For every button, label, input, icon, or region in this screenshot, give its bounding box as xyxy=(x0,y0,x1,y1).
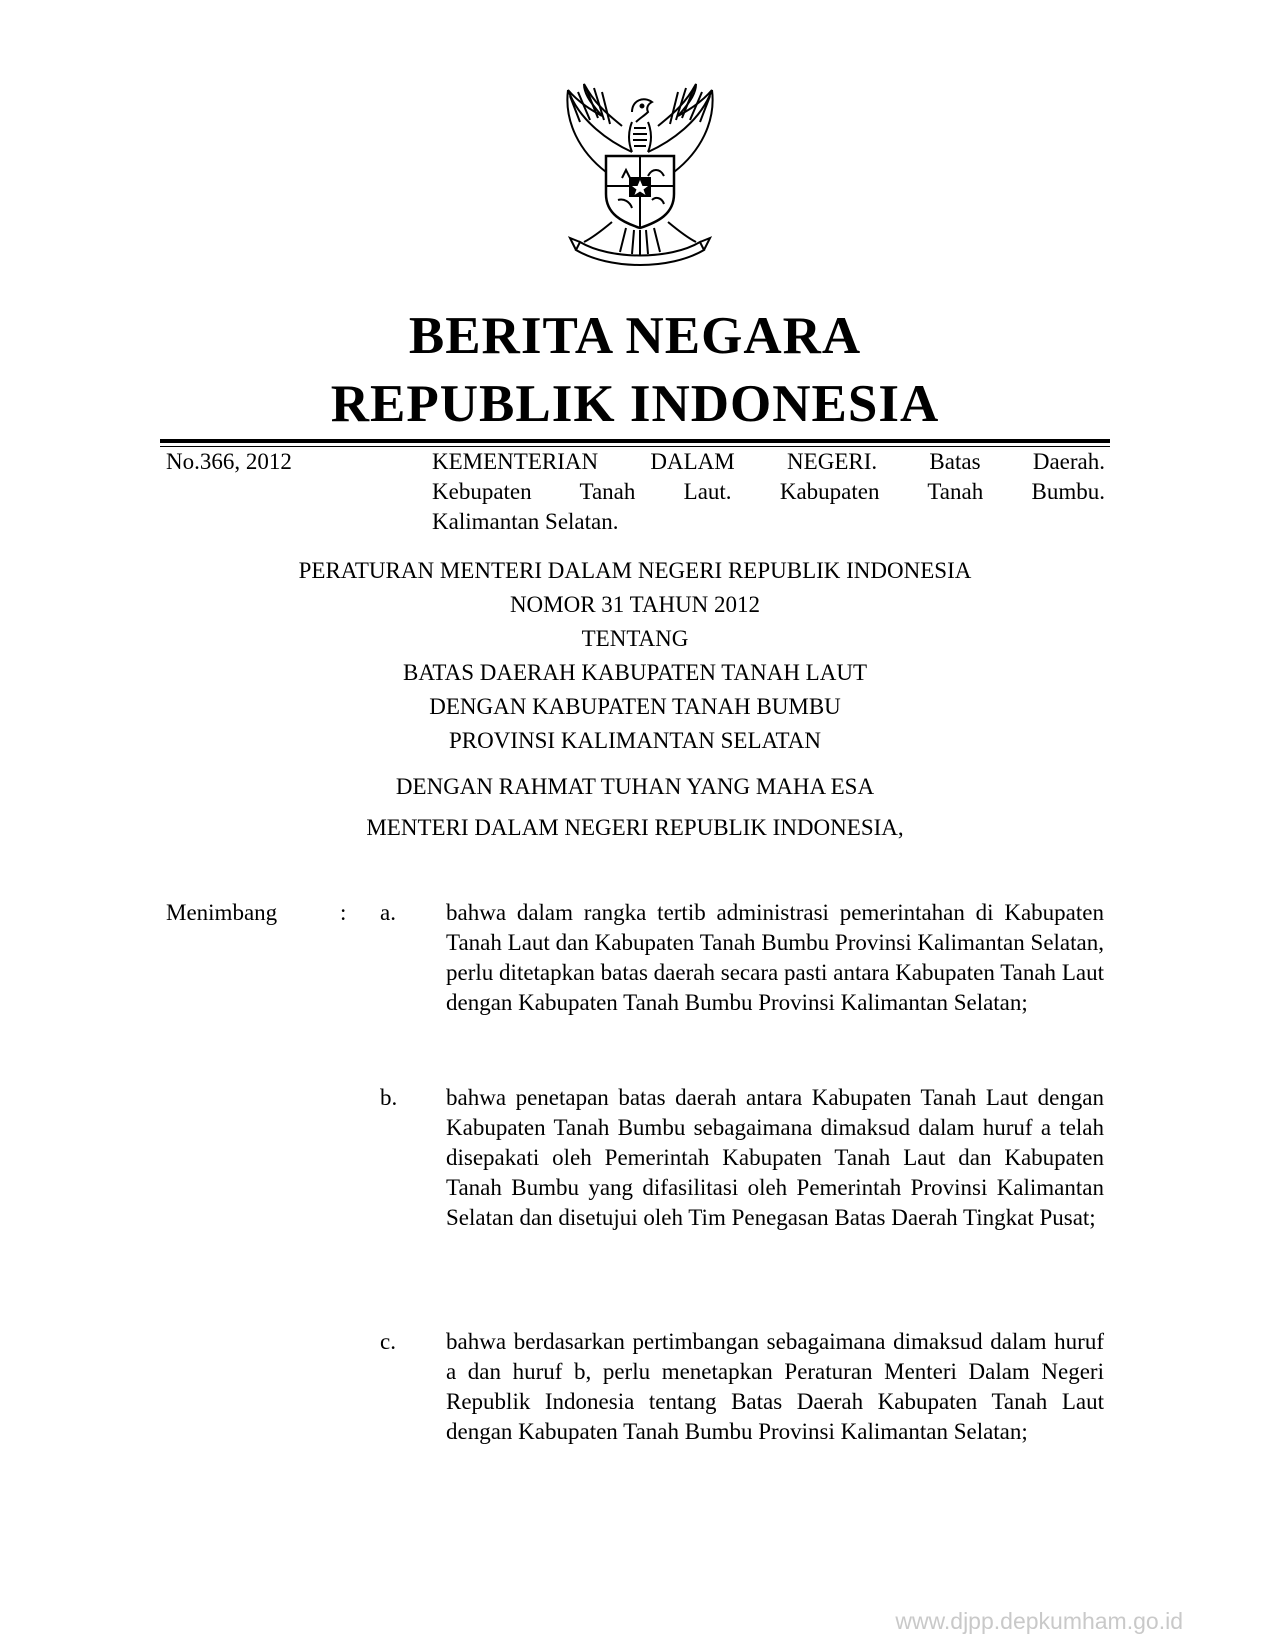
item-letter: c. xyxy=(380,1329,396,1354)
item-text: bahwa dalam rangka tertib administrasi pemerintahan di Kabupaten Tanah Laut dan Kabupaten Tanah Bumbu Provinsi Kalimantan Selatan, perlu ditetapkan batas daerah secara pasti antara Kabupaten Tanah Laut dengan Kabupaten Tanah Bumbu Provinsi Kalimantan Selatan; xyxy=(446,900,1104,1015)
invocation: DENGAN RAHMAT TUHAN YANG MAHA ESA xyxy=(395,774,875,799)
considerations-colon: : xyxy=(340,900,347,925)
title-line: DENGAN KABUPATEN TANAH BUMBU xyxy=(429,694,841,719)
gazette-subject xyxy=(432,447,1105,537)
title-line: PERATURAN MENTERI DALAM NEGERI REPUBLIK INDONESIA xyxy=(298,558,972,583)
title-line: NOMOR 31 TAHUN 2012 xyxy=(509,592,761,617)
item-letter: b. xyxy=(380,1085,398,1110)
subject-line: Kalimantan Selatan. xyxy=(432,509,619,534)
masthead-divider xyxy=(160,439,1110,443)
item-text: bahwa penetapan batas daerah antara Kabupaten Tanah Laut dengan Kabupaten Tanah Bumbu sebagaimana dimaksud dalam huruf a telah disepakati oleh Pemerintah Kabupaten Tanah Laut dan Kabupaten Tanah Bumbu yang difasilitasi oleh Pemerintah Provinsi Kalimantan Selatan dan disetujui oleh Tim Penegasan Batas Daerah Tingkat Pusat; xyxy=(446,1085,1104,1230)
item-letter: a. xyxy=(380,900,396,925)
title-line: PROVINSI KALIMANTAN SELATAN xyxy=(449,728,821,753)
subject-line: KEMENTERIAN DALAM NEGERI. Batas Daerah. xyxy=(432,449,1105,474)
subject-line: Kebupaten Tanah Laut. Kabupaten Tanah Bumbu. xyxy=(432,479,1105,504)
masthead-title-line1: BERITA NEGARA xyxy=(408,307,862,365)
regulation-title xyxy=(160,556,1110,760)
authority: MENTERI DALAM NEGERI REPUBLIK INDONESIA, xyxy=(366,815,904,840)
title-line: TENTANG xyxy=(581,626,689,651)
masthead-title-line2: REPUBLIK INDONESIA xyxy=(330,375,940,433)
gazette-number: No.366, 2012 xyxy=(166,449,292,474)
considerations-label: Menimbang xyxy=(166,900,278,925)
title-line: BATAS DAERAH KABUPATEN TANAH LAUT xyxy=(402,660,867,685)
garuda-pancasila-emblem-icon xyxy=(540,82,740,282)
item-text: bahwa berdasarkan pertimbangan sebagaimana dimaksud dalam huruf a dan huruf b, perlu menetapkan Peraturan Menteri Dalam Negeri Republik Indonesia tentang Batas Daerah Kabupaten Tanah Laut dengan Kabupaten Tanah Bumbu Provinsi Kalimantan Selatan; xyxy=(446,1329,1104,1444)
footer-url: www.djpp.depkumham.go.id xyxy=(895,1608,1183,1634)
